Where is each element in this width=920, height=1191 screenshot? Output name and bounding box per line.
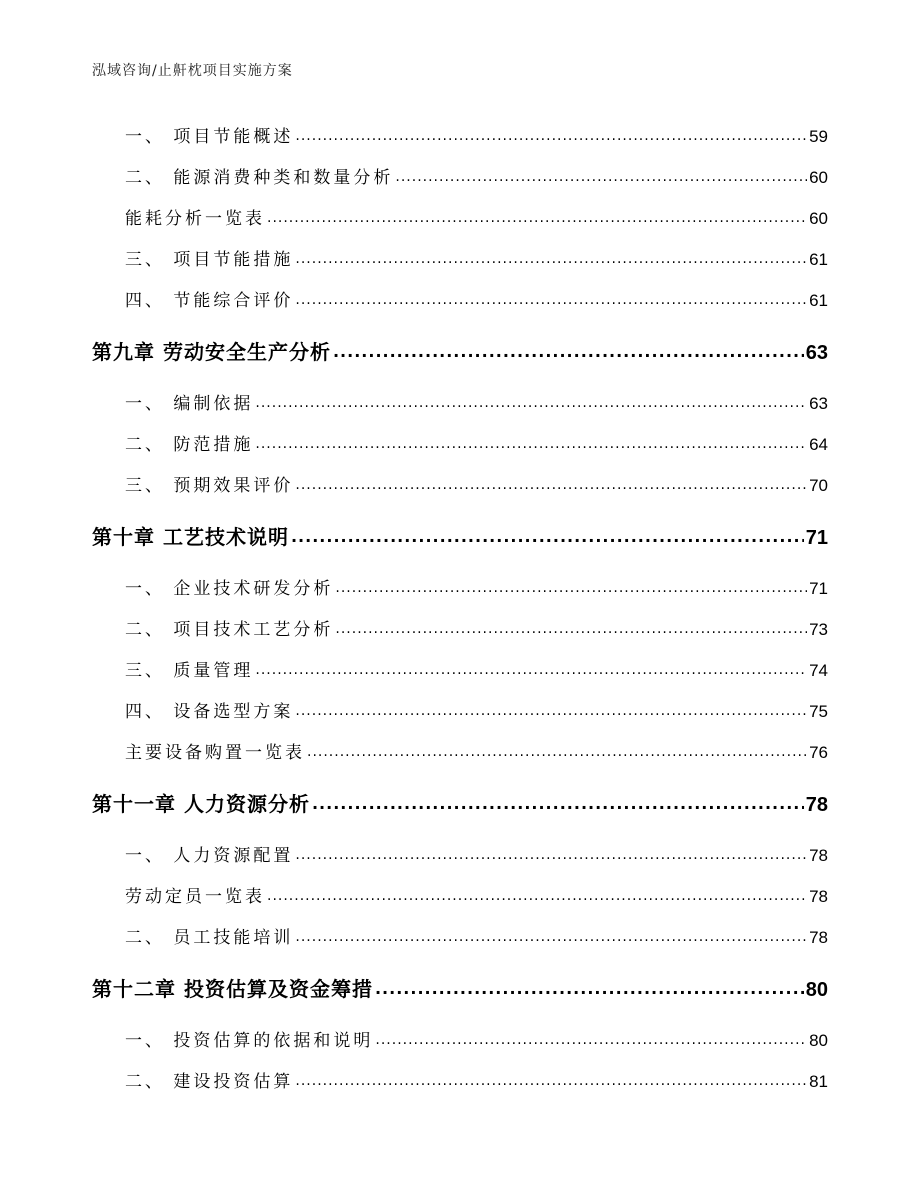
toc-entry-label: 三、 预期效果评价 <box>125 476 294 496</box>
toc-entry-label: 二、 员工技能培训 <box>125 928 294 948</box>
toc-entry-page: 73 <box>809 620 828 639</box>
toc-entry[interactable] <box>92 615 828 640</box>
toc-entry[interactable] <box>92 471 828 496</box>
toc-entry-page: 71 <box>809 579 828 598</box>
toc-entry-page: 70 <box>809 476 828 495</box>
toc-entry-label: 一、 人力资源配置 <box>125 846 294 866</box>
toc-leader-dots <box>295 125 807 142</box>
toc-entry-page: 63 <box>809 394 828 413</box>
toc-entry-page: 76 <box>809 743 828 762</box>
toc-entry[interactable] <box>92 697 828 722</box>
toc-entry[interactable] <box>92 204 828 229</box>
toc-entry-page: 78 <box>809 887 828 906</box>
toc-chapter-page: 63 <box>805 342 828 364</box>
toc-leader-dots <box>312 791 804 811</box>
toc-chapter-page: 78 <box>805 794 828 816</box>
toc-leader-dots <box>295 474 807 491</box>
toc-leader-dots <box>375 1029 807 1046</box>
toc-entry-page: 61 <box>809 291 828 310</box>
toc-chapter-label: 第十章 工艺技术说明 <box>92 525 289 549</box>
toc-leader-dots <box>295 1070 807 1087</box>
toc-entry-page: 78 <box>809 846 828 865</box>
toc-chapter-entry[interactable] <box>92 788 828 817</box>
toc-entry[interactable] <box>92 163 828 188</box>
toc-chapter-label: 第十一章 人力资源分析 <box>92 792 310 816</box>
toc-leader-dots <box>291 524 804 544</box>
toc-entry-label: 能耗分析一览表 <box>125 209 265 229</box>
toc-chapter-page: 71 <box>805 527 828 549</box>
toc-leader-dots <box>255 659 807 676</box>
toc-leader-dots <box>295 248 807 265</box>
toc-entry[interactable] <box>92 1026 828 1051</box>
toc-entry-label: 一、 企业技术研发分析 <box>125 579 334 599</box>
toc-entry[interactable] <box>92 923 828 948</box>
toc-entry-page: 81 <box>809 1072 828 1091</box>
toc-entry-label: 四、 设备选型方案 <box>125 702 294 722</box>
toc-entry-page: 61 <box>809 250 828 269</box>
toc-leader-dots <box>335 618 807 635</box>
toc-leader-dots <box>295 700 807 717</box>
toc-entry-label: 一、 投资估算的依据和说明 <box>125 1031 374 1051</box>
toc-leader-dots <box>375 976 804 996</box>
toc-entry-label: 三、 项目节能措施 <box>125 250 294 270</box>
toc-leader-dots <box>307 741 807 758</box>
toc-entry[interactable] <box>92 286 828 311</box>
toc-leader-dots <box>267 207 807 224</box>
toc-entry-page: 78 <box>809 928 828 947</box>
toc-leader-dots <box>267 885 807 902</box>
toc-leader-dots <box>295 844 807 861</box>
toc-entry-label: 三、 质量管理 <box>125 661 254 681</box>
toc-leader-dots <box>255 392 807 409</box>
toc-entry-label: 一、 项目节能概述 <box>125 127 294 147</box>
toc-leader-dots <box>333 339 804 359</box>
toc-entry-label: 一、 编制依据 <box>125 394 254 414</box>
toc-entry-label: 四、 节能综合评价 <box>125 291 294 311</box>
toc-entry[interactable] <box>92 738 828 763</box>
toc-leader-dots <box>395 166 807 183</box>
toc-entry-page: 80 <box>809 1031 828 1050</box>
toc-leader-dots <box>335 577 807 594</box>
toc-chapter-entry[interactable] <box>92 973 828 1002</box>
toc-entry[interactable] <box>92 389 828 414</box>
toc-chapter-label: 第十二章 投资估算及资金筹措 <box>92 977 373 1001</box>
toc-entry[interactable] <box>92 656 828 681</box>
toc-leader-dots <box>295 289 807 306</box>
toc-entry-page: 74 <box>809 661 828 680</box>
toc-entry-label: 二、 能源消费种类和数量分析 <box>125 168 394 188</box>
toc-chapter-page: 80 <box>805 979 828 1001</box>
toc-entry[interactable] <box>92 574 828 599</box>
toc-entry[interactable] <box>92 122 828 147</box>
toc-chapter-label: 第九章 劳动安全生产分析 <box>92 340 331 364</box>
toc-entry-label: 二、 项目技术工艺分析 <box>125 620 334 640</box>
toc-entry-page: 59 <box>809 127 828 146</box>
toc-entry-page: 75 <box>809 702 828 721</box>
toc-leader-dots <box>255 433 807 450</box>
toc-entry-label: 二、 建设投资估算 <box>125 1072 294 1092</box>
toc-entry-label: 二、 防范措施 <box>125 435 254 455</box>
page-header: 泓域咨询/止鼾枕项目实施方案 <box>92 63 293 79</box>
toc-entry[interactable] <box>92 882 828 907</box>
toc-leader-dots <box>295 926 807 943</box>
toc-entry[interactable] <box>92 841 828 866</box>
toc-entry-label: 主要设备购置一览表 <box>125 743 305 763</box>
toc-chapter-entry[interactable] <box>92 336 828 365</box>
toc-entry-page: 60 <box>809 209 828 228</box>
toc-entry[interactable] <box>92 245 828 270</box>
toc-entry-page: 60 <box>809 168 828 187</box>
toc-entry-label: 劳动定员一览表 <box>125 887 265 907</box>
toc-entry[interactable] <box>92 1067 828 1092</box>
toc-entry[interactable] <box>92 430 828 455</box>
toc-chapter-entry[interactable] <box>92 521 828 550</box>
toc-entry-page: 64 <box>809 435 828 454</box>
